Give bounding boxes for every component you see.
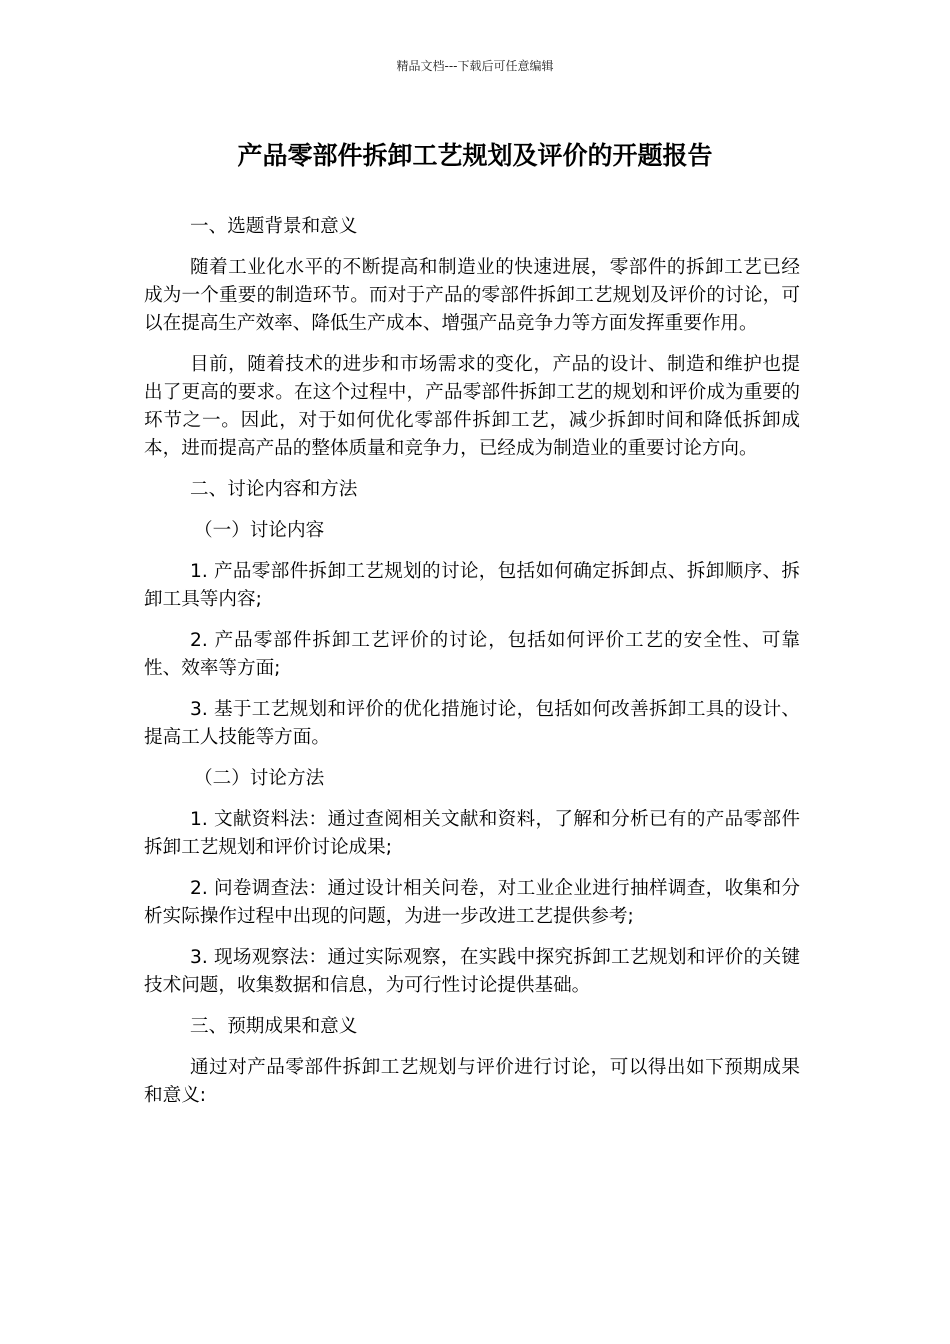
document-body <box>144 213 800 1123</box>
section-heading: 一、选题背景和意义 <box>190 216 358 237</box>
list-item: 1. 产品零部件拆卸工艺规划的讨论，包括如何确定拆卸点、拆卸顺序、拆卸工具等内容; <box>144 561 800 610</box>
section-heading: 三、预期成果和意义 <box>190 1016 358 1037</box>
body-paragraph: 通过对产品零部件拆卸工艺规划与评价进行讨论，可以得出如下预期成果和意义: <box>144 1057 800 1106</box>
body-paragraph: 随着工业化水平的不断提高和制造业的快速进展，零部件的拆卸工艺已经成为一个重要的制造环节。而对于产品的零部件拆卸工艺规划及评价的讨论，可以在提高生产效率、降低生产成本、增强产品竞争力等方面发挥重要作用。 <box>144 257 800 334</box>
body-paragraph: 目前，随着技术的进步和市场需求的变化，产品的设计、制造和维护也提出了更高的要求。在这个过程中，产品零部件拆卸工艺的规划和评价成为重要的环节之一。因此，对于如何优化零部件拆卸工艺，减少拆卸时间和降低拆卸成本，进而提高产品的整体质量和竞争力，已经成为制造业的重要讨论方向。 <box>144 354 800 459</box>
list-item: 3. 基于工艺规划和评价的优化措施讨论，包括如何改善拆卸工具的设计、提高工人技能等方面。 <box>144 699 800 748</box>
list-item: 3. 现场观察法：通过实际观察，在实践中探究拆卸工艺规划和评价的关键技术问题，收集数据和信息，为可行性讨论提供基础。 <box>144 947 800 996</box>
header-watermark: 精品文档---下载后可任意编辑 <box>396 59 554 73</box>
list-item: 2. 产品零部件拆卸工艺评价的讨论，包括如何评价工艺的安全性、可靠性、效率等方面; <box>144 630 800 679</box>
subsection-heading: （二）讨论方法 <box>194 768 325 789</box>
list-item: 2. 问卷调查法：通过设计相关问卷，对工业企业进行抽样调查，收集和分析实际操作过程中出现的问题，为进一步改进工艺提供参考; <box>144 878 800 927</box>
subsection-heading: （一）讨论内容 <box>194 520 325 541</box>
list-item: 1. 文献资料法：通过查阅相关文献和资料，了解和分析已有的产品零部件拆卸工艺规划和评价讨论成果; <box>144 809 800 858</box>
document-title: 产品零部件拆卸工艺规划及评价的开题报告 <box>237 141 713 170</box>
section-heading: 二、讨论内容和方法 <box>190 479 358 500</box>
